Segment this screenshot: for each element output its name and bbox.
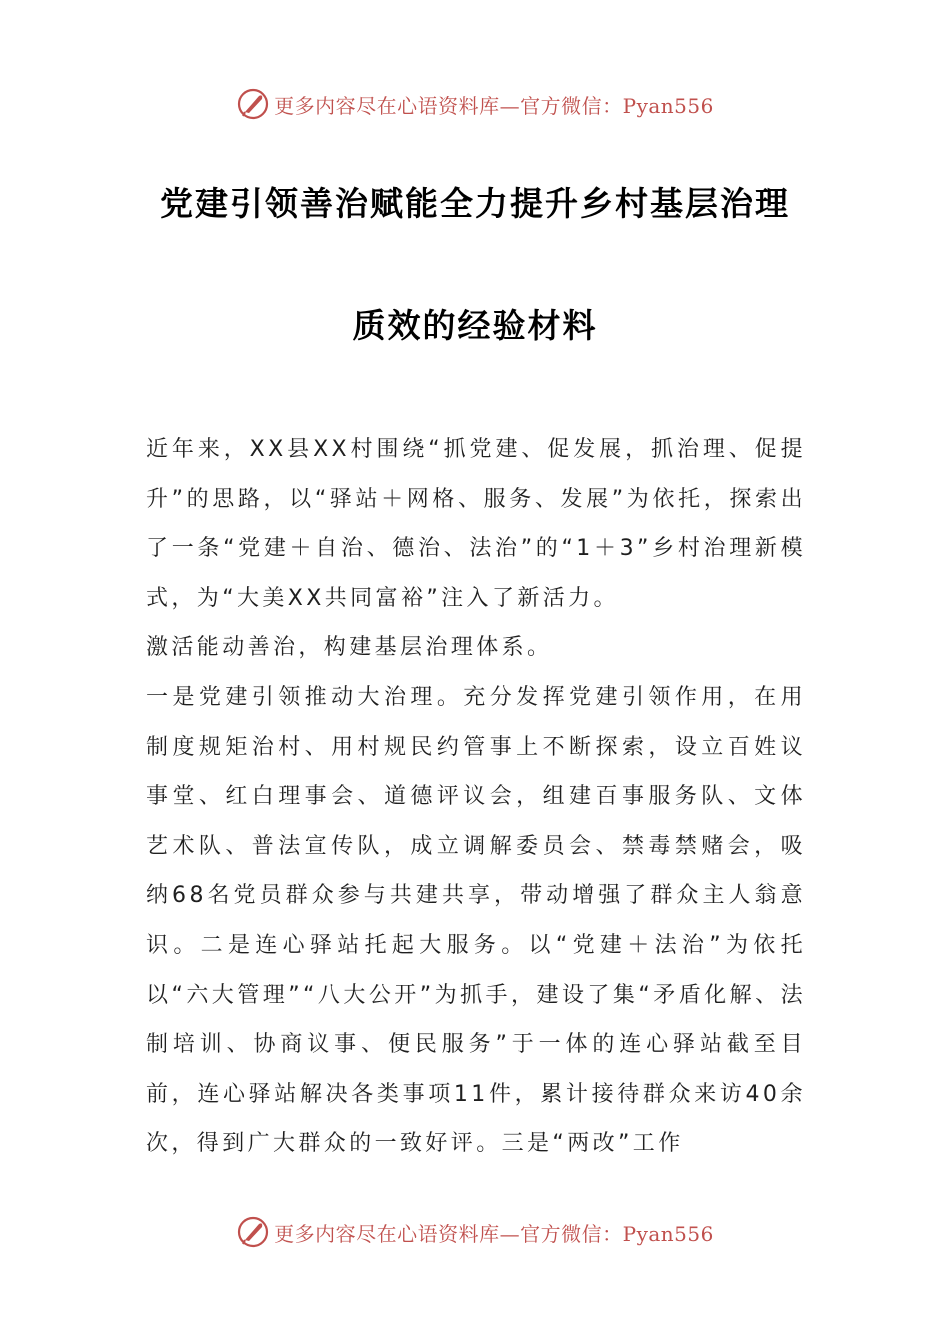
watermark-text: 更多内容尽在心语资料库—官方微信：Pyan556 (274, 1221, 714, 1246)
document-title-line-1: 党建引领善治赋能全力提升乡村基层治理 (160, 184, 790, 223)
paragraph-heading: 激活能动善治，构建基层治理体系。 (146, 635, 553, 661)
paragraph-intro: 近年来，XX县XX村围绕“抓党建、促发展，抓治理、促提升”的思路，以“驿站＋网格、服务、发展”为依托，探索出了一条“党建＋自治、德治、法治”的“1＋3”乡村治理新模式，为“大美XX共同富裕”注入了新活力。 (146, 437, 806, 611)
quill-logo-icon (236, 87, 270, 121)
document-title-line-2: 质效的经验材料 (352, 306, 598, 345)
document-body (146, 425, 806, 1169)
header-watermark (0, 84, 950, 124)
watermark-text: 更多内容尽在心语资料库—官方微信：Pyan556 (274, 93, 714, 118)
footer-watermark (0, 1212, 950, 1252)
quill-logo-icon (236, 1215, 270, 1249)
paragraph-details: 一是党建引领推动大治理。充分发挥党建引领作用，在用制度规矩治村、用村规民约管事上不断探索，设立百姓议事堂、红白理事会、道德评议会，组建百事服务队、文体艺术队、普法宣传队，成立调解委员会、禁毒禁赌会，吸纳68名党员群众参与共建共享，带动增强了群众主人翁意识。二是连心驿站托起大服务。以“党建＋法治”为依托以“六大管理”“八大公开”为抓手，建设了集“矛盾化解、法制培训、协商议事、便民服务”于一体的连心驿站截至目前，连心驿站解决各类事项11件，累计接待群众来访40余次，得到广大群众的一致好评。三是“两改”工作 (146, 684, 806, 1157)
